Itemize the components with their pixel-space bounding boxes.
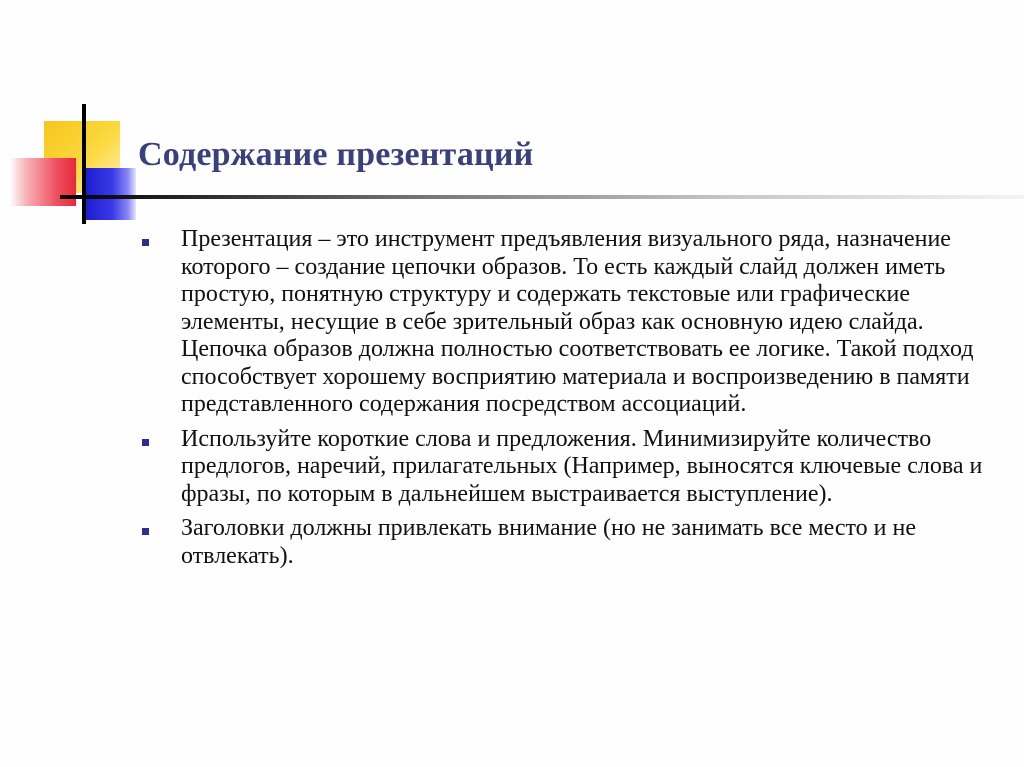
slide-title: Содержание презентаций [138,136,534,173]
bullet-square-icon [142,239,149,246]
title-underline [60,195,1024,199]
bullet-text: Заголовки должны привлекать внимание (но не занимать все место и не отвлекать). [181,515,916,569]
bullet-text: Используйте короткие слова и предложения. Минимизируйте количество предлогов, наречий, прилагательных (Например, выносятся ключевые слова и фразы, по которым в дальнейшем выстраивается выступление). [181,425,983,507]
bullet-text: Презентация – это инструмент предъявления визуального ряда, назначение которого – создание цепочки образов. То есть каждый слайд должен иметь простую, понятную структуру и содержать текстовые или графические элементы, несущие в себе зрительный образ как основную идею слайда. Цепочка образов должна полностью соответствовать ее логике. Такой подход способствует хорошему восприятию материала и воспроизведению в памяти представленного содержания посредством ассоциаций. [181,226,974,417]
decoration-blue-square [84,168,136,220]
bullet-list [140,226,1000,577]
bullet-item [140,515,1000,570]
bullet-item [140,426,1000,509]
bullet-item [140,226,1000,419]
bullet-square-icon [142,528,149,535]
bullet-square-icon [142,439,149,446]
decoration-vertical-line [82,104,86,224]
